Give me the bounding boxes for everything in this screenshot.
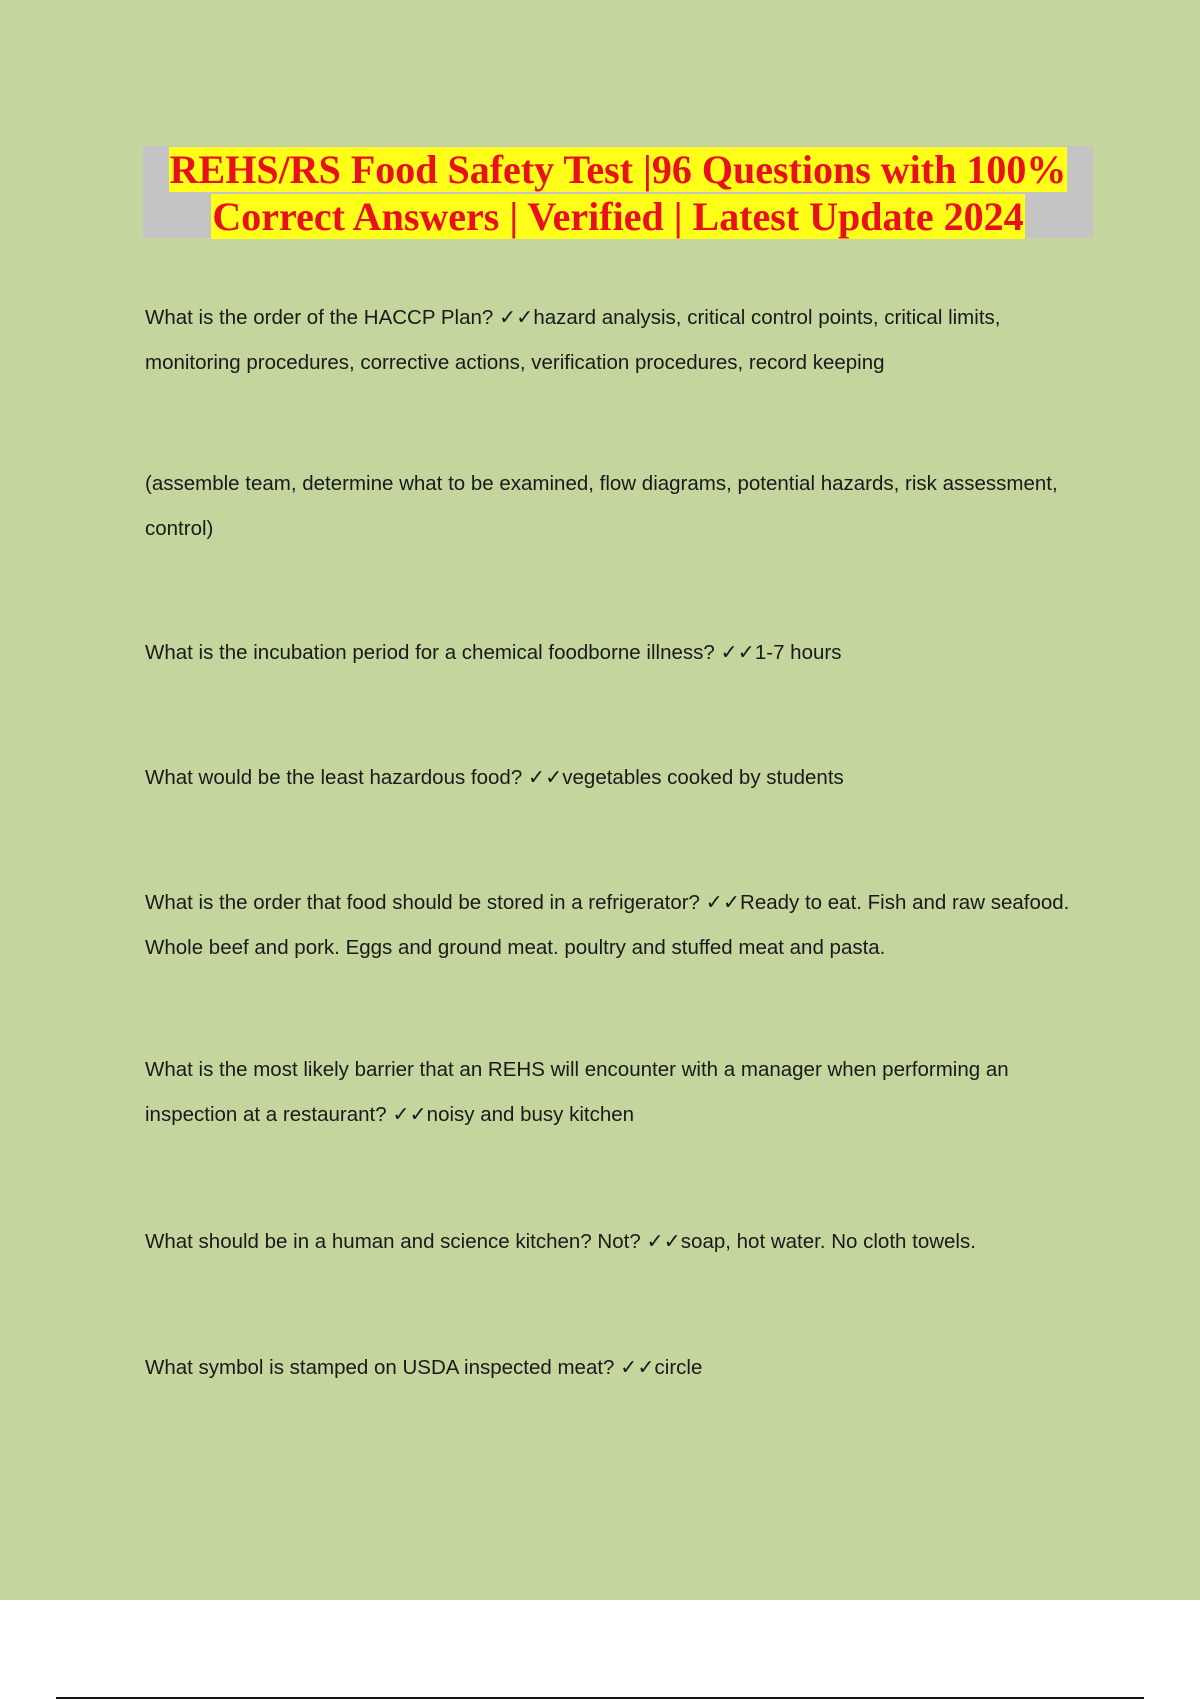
- document-title: [143, 146, 1093, 238]
- title-line-1: REHS/RS Food Safety Test |96 Questions with 100%: [169, 147, 1067, 192]
- question-text: What is the incubation period for a chemical foodborne illness?: [145, 641, 715, 664]
- qa-item-7: [145, 1345, 1095, 1390]
- question-text: What should be in a human and science kitchen? Not?: [145, 1230, 641, 1253]
- question-text: What is the order that food should be stored in a refrigerator?: [145, 891, 700, 914]
- check-icon: ✓✓: [527, 766, 563, 789]
- check-icon: ✓✓: [646, 1230, 681, 1253]
- qa-note-1: [145, 461, 1095, 551]
- note-text: (assemble team, determine what to be examined, flow diagrams, potential hazards, risk assessment, control): [145, 472, 1058, 540]
- check-icon: ✓✓: [720, 641, 755, 664]
- qa-item-4: [145, 880, 1095, 970]
- qa-item-6: [145, 1219, 1095, 1264]
- check-icon: ✓✓: [499, 306, 534, 329]
- question-text: What is the order of the HACCP Plan?: [145, 306, 494, 329]
- qa-item-3: [145, 755, 1095, 800]
- check-icon: ✓✓: [392, 1103, 427, 1126]
- answer-text: circle: [654, 1356, 703, 1379]
- question-text: What is the most likely barrier that an REHS will encounter with a manager when performing an inspection at a restaurant?: [145, 1058, 1009, 1126]
- answer-text: 1-7 hours: [754, 641, 842, 664]
- check-icon: ✓✓: [620, 1356, 655, 1379]
- answer-text: hazard analysis, critical control points, critical limits, monitoring procedures, corrective actions, verification procedures, record keeping: [145, 306, 1001, 374]
- question-text: What would be the least hazardous food?: [145, 766, 523, 789]
- title-line-2: Correct Answers | Verified | Latest Update 2024: [212, 194, 1024, 239]
- qa-item-5: [145, 1047, 1095, 1137]
- answer-text: noisy and busy kitchen: [426, 1103, 635, 1126]
- qa-item-2: [145, 630, 1095, 675]
- answer-text: Ready to eat. Fish and raw seafood. Whole beef and pork. Eggs and ground meat. poultry and stuffed meat and pasta.: [145, 891, 1070, 959]
- qa-item-1: [145, 295, 1095, 385]
- answer-text: vegetables cooked by students: [562, 766, 844, 789]
- answer-text: soap, hot water. No cloth towels.: [680, 1230, 976, 1253]
- footer-divider: [56, 1697, 1144, 1699]
- question-text: What symbol is stamped on USDA inspected meat?: [145, 1356, 615, 1379]
- check-icon: ✓✓: [705, 891, 741, 914]
